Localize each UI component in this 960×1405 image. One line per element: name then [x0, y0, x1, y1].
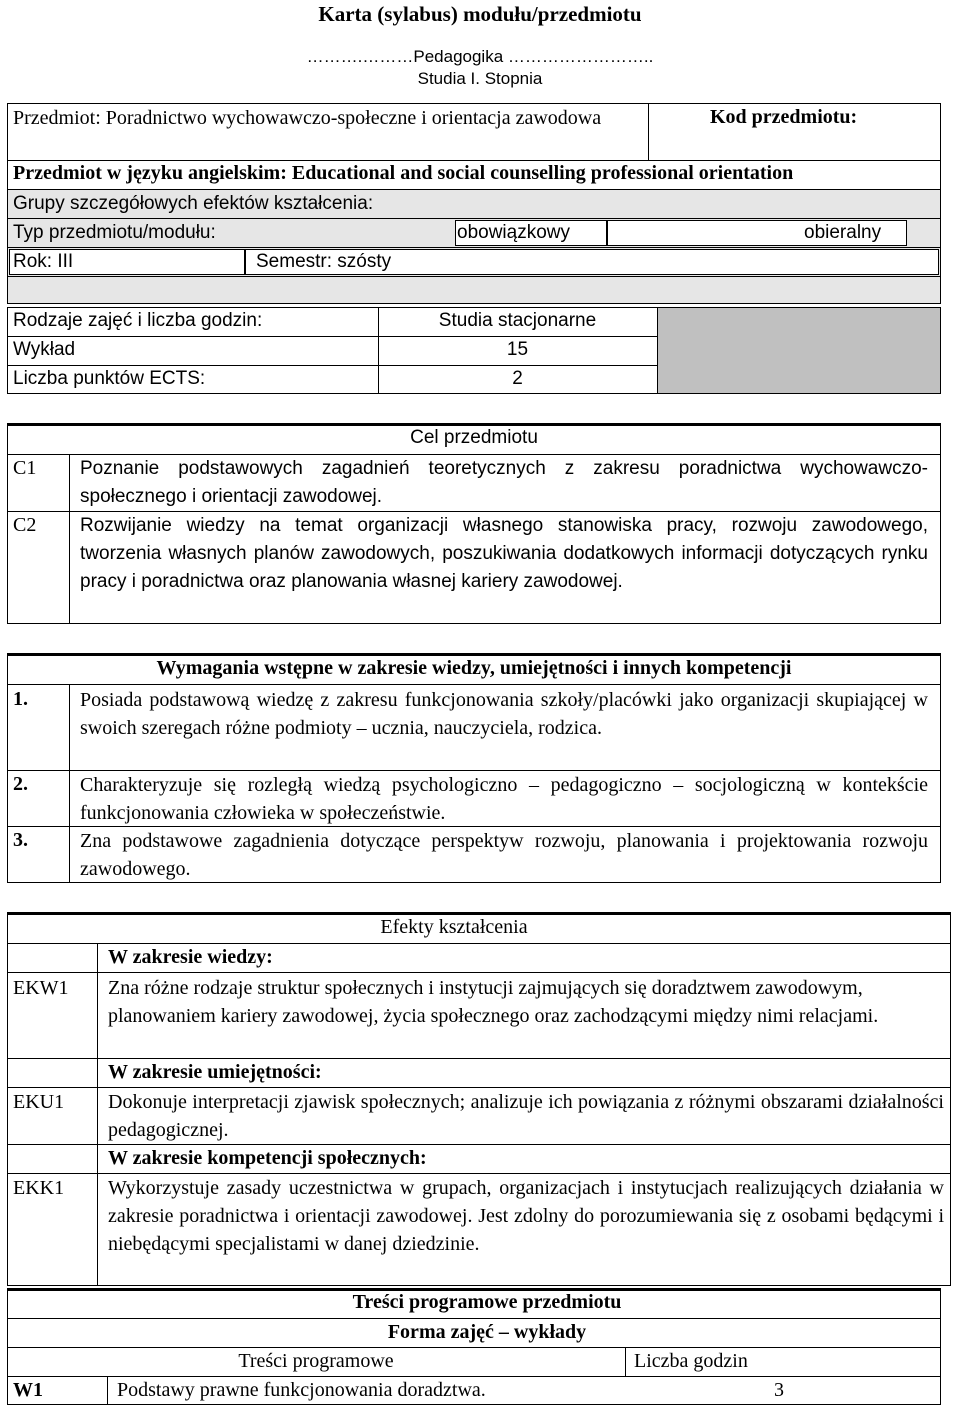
goal-text: Poznanie podstawowych zagadnień teoretycznych z zakresu poradnictwa wychowawczo-społecznego i orientacji zawodowej. — [80, 458, 928, 507]
knowledge-heading: W zakresie wiedzy: — [108, 946, 273, 968]
prereq-number: 3. — [13, 829, 28, 851]
effects-groups-label: Grupy szczegółowych efektów kształcenia: — [13, 193, 374, 214]
type-mandatory: obowiązkowy — [457, 222, 570, 243]
prereq-text: Posiada podstawową wiedzę z zakresu funkcjonowania szkoły/placówki jako organizacji skupiającej w swoich szeregach różne podmioty – ucznia, nauczyciela, rodzica. — [80, 689, 928, 739]
outcome-text: Wykorzystuje zasady uczestnictwa w grupach, organizacjach i instytucjach realizujących działania w zakresie poradnictwa i orientacji zawodowej. Jest zdolny do porozumiewania się z osobami będącymi i niebędącymi specjalistami w danej dziedzinie. — [108, 1177, 944, 1255]
subject-name: Przedmiot: Poradnictwo wychowawczo-społeczne i orientacja zawodowa — [13, 107, 602, 129]
outcome-code: EKW1 — [13, 977, 69, 999]
content-row-code: W1 — [13, 1379, 43, 1401]
study-level: Studia I. Stopnia — [417, 69, 543, 88]
goal-code: C2 — [13, 514, 37, 536]
hours-row-value: 15 — [506, 339, 529, 360]
social-heading: W zakresie kompetencji społecznych: — [108, 1147, 427, 1169]
goal-code: C1 — [13, 457, 37, 479]
outcome-code: EKU1 — [13, 1091, 65, 1113]
type-elective: obieralny — [804, 222, 882, 243]
outcome-code: EKK1 — [13, 1177, 65, 1199]
content-title: Treści programowe przedmiotu — [352, 1291, 622, 1313]
goals-title: Cel przedmiotu — [410, 427, 538, 448]
outcome-text: Zna różne rodzaje struktur społecznych i instytucji zajmujących się doradztwem zawodowym, planowaniem kariery zawodowej, życia społecznego oraz zachodzącymi między nimi relacjami. — [108, 977, 879, 1027]
type-label: Typ przedmiotu/modułu: — [13, 222, 216, 243]
program-name: ……….………Pedagogika …………………….. — [306, 47, 654, 66]
year-label: Rok: III — [13, 251, 74, 272]
subject-english: Przedmiot w języku angielskim: Educational and social counselling professional orientation — [13, 162, 794, 184]
ects-value: 2 — [512, 368, 523, 389]
content-row-text: Podstawy prawne funkcjonowania doradztwa. — [117, 1379, 486, 1401]
prereq-number: 1. — [13, 688, 28, 710]
hours-col-header: Liczba godzin — [634, 1350, 748, 1372]
content-row-hours: 3 — [774, 1379, 784, 1401]
subject-code-label: Kod przedmiotu: — [710, 106, 858, 128]
hours-header-left: Rodzaje zajęć i liczba godzin: — [13, 310, 263, 331]
prereqs-title: Wymagania wstępne w zakresie wiedzy, umiejętności i innych kompetencji — [156, 657, 792, 679]
ects-label: Liczba punktów ECTS: — [13, 368, 206, 389]
prereq-text: Charakteryzuje się rozległą wiedzą psychologiczno – pedagogiczno – socjologiczną w kontekście funkcjonowania człowieka w społeczeństwie. — [80, 774, 928, 824]
hours-header-right: Studia stacjonarne — [438, 310, 597, 331]
goal-text: Rozwijanie wiedzy na temat organizacji własnego stanowiska pracy, rozwoju zawodowego, tworzenia własnych planów zawodowych, poszukiwania dodatkowych informacji dotyczących rynku pracy i poradnictwa oraz planowania własnej kariery zawodowej. — [80, 515, 928, 592]
document-title: Karta (sylabus) modułu/przedmiotu — [318, 2, 642, 26]
empty-gray-row — [7, 276, 941, 304]
outcome-text: Dokonuje interpretacji zjawisk społecznych; analizuje ich powiązania z różnymi obszarami działalności pedagogicznej. — [108, 1091, 944, 1141]
hours-gray-column — [658, 308, 940, 393]
content-form: Forma zajęć – wykłady — [387, 1321, 587, 1343]
hours-row-label: Wykład — [13, 339, 76, 360]
skills-heading: W zakresie umiejętności: — [108, 1061, 322, 1083]
content-col-header: Treści programowe — [238, 1350, 394, 1372]
prereq-text: Zna podstawowe zagadnienia dotyczące perspektyw rozwoju, planowania i projektowania rozwoju zawodowego. — [80, 830, 928, 880]
semester-label: Semestr: szósty — [256, 251, 392, 272]
outcomes-title: Efekty kształcenia — [380, 916, 528, 938]
prereq-number: 2. — [13, 773, 28, 795]
